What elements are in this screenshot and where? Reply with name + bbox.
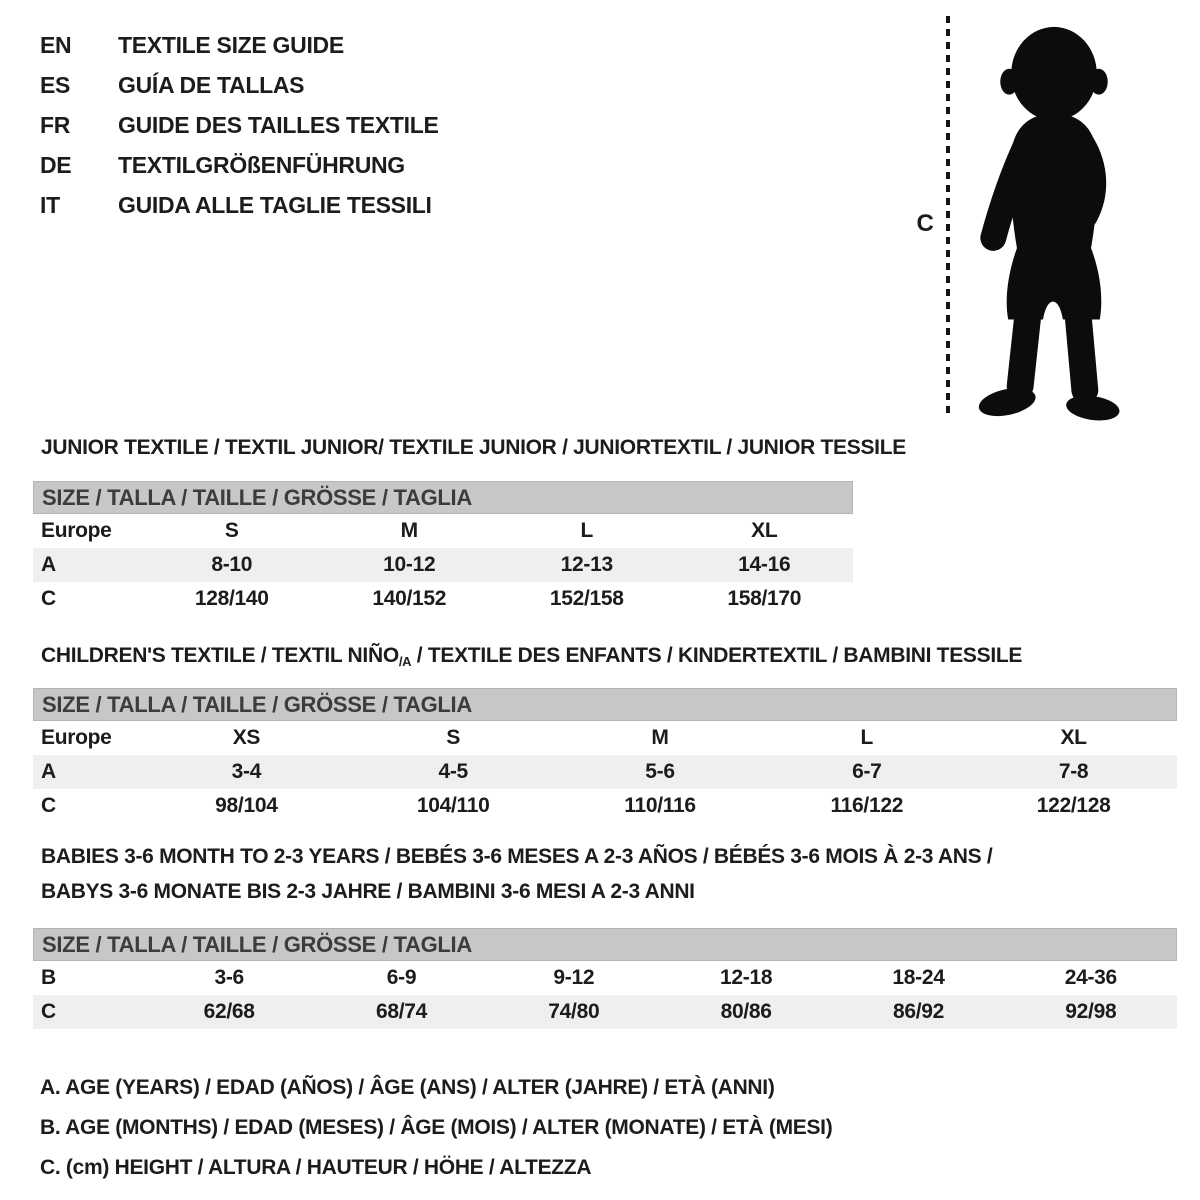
language-title-list: [40, 32, 439, 219]
size-cell: XS: [232, 726, 261, 749]
section-title-babies-line1: BABIES 3-6 MONTH TO 2-3 YEARS / BEBÉS 3-6 MESES A 2-3 AÑOS / BÉBÉS 3-6 MOIS À 2-3 ANS /: [41, 845, 993, 868]
height-measure-line: [946, 16, 950, 416]
size-cell: XL: [751, 519, 778, 542]
value-cell: 128/140: [194, 587, 269, 610]
height-measure-label: C: [916, 210, 934, 237]
row-label: C: [41, 1000, 56, 1023]
value-cell: 152/158: [549, 587, 624, 610]
table-row-height: [33, 582, 853, 616]
value-cell: 86/92: [892, 1000, 945, 1023]
guide-title-es: GUÍA DE TALLAS: [118, 72, 305, 98]
size-header-label: SIZE / TALLA / TAILLE / GRÖSSE / TAGLIA: [42, 484, 472, 510]
language-row-es: [40, 72, 439, 99]
value-cell: 74/80: [548, 1000, 600, 1023]
value-cell: 98/104: [215, 794, 278, 817]
size-cell: L: [580, 519, 594, 542]
legend-note-c: C. (cm) HEIGHT / ALTURA / HAUTEUR / HÖHE / ALTEZZA: [40, 1156, 592, 1179]
language-row-fr: [40, 112, 439, 139]
language-code: DE: [40, 152, 72, 178]
size-header-bar: [33, 928, 1177, 961]
guide-title-de: TEXTILGRÖßENFÜHRUNG: [118, 152, 405, 178]
section-title-children: [41, 644, 1022, 668]
language-row-de: [40, 152, 439, 179]
value-cell: 6-9: [386, 966, 417, 989]
language-code: ES: [40, 72, 71, 98]
row-label: Europe: [41, 726, 112, 749]
section-title-babies-line2: BABYS 3-6 MONATE BIS 2-3 JAHRE / BAMBINI 3-6 MESI A 2-3 ANNI: [41, 880, 695, 903]
value-cell: 5-6: [645, 760, 675, 783]
guide-title-en: TEXTILE SIZE GUIDE: [118, 32, 344, 58]
value-cell: 3-4: [231, 760, 262, 783]
value-cell: 10-12: [383, 553, 436, 576]
value-cell: 92/98: [1065, 1000, 1117, 1023]
language-code: EN: [40, 32, 72, 58]
value-cell: 8-10: [211, 553, 253, 576]
size-cell: S: [446, 726, 461, 749]
title-part: / TEXTILE DES ENFANTS / KINDERTEXTIL / BAMBINI TESSILE: [411, 644, 1023, 667]
value-cell: 62/68: [203, 1000, 255, 1023]
size-header-bar: [33, 688, 1177, 721]
row-label: C: [41, 587, 56, 610]
section-title-junior: JUNIOR TEXTILE / TEXTIL JUNIOR/ TEXTILE JUNIOR / JUNIORTEXTIL / JUNIOR TESSILE: [41, 436, 906, 459]
title-part: CHILDREN'S TEXTILE / TEXTIL NIÑO: [41, 644, 399, 667]
row-label: Europe: [41, 519, 112, 542]
guide-title-fr: GUIDE DES TAILLES TEXTILE: [118, 112, 439, 138]
row-label: A: [41, 553, 56, 576]
value-cell: 18-24: [892, 966, 945, 989]
language-code: IT: [40, 192, 60, 218]
value-cell: 12-18: [720, 966, 773, 989]
value-cell: 116/122: [830, 794, 904, 817]
value-cell: 122/128: [1036, 794, 1111, 817]
guide-title-it: GUIDA ALLE TAGLIE TESSILI: [118, 192, 432, 218]
size-cell: M: [651, 726, 669, 749]
language-code: FR: [40, 112, 71, 138]
value-cell: 24-36: [1064, 966, 1117, 989]
value-cell: 14-16: [738, 553, 791, 576]
value-cell: 110/116: [624, 794, 696, 817]
legend-note-b: B. AGE (MONTHS) / EDAD (MESES) / ÂGE (MOIS) / ALTER (MONATE) / ETÀ (MESI): [40, 1116, 833, 1139]
row-label: B: [41, 966, 56, 989]
value-cell: 3-6: [214, 966, 244, 989]
value-cell: 104/110: [416, 794, 490, 817]
table-row-europe: [33, 514, 853, 548]
size-cell: L: [860, 726, 874, 749]
value-cell: 7-8: [1058, 760, 1089, 783]
title-subscript: /A: [398, 654, 412, 669]
value-cell: 9-12: [553, 966, 595, 989]
toddler-silhouette-icon: [962, 14, 1142, 422]
size-cell: S: [224, 519, 239, 542]
size-header-label: SIZE / TALLA / TAILLE / GRÖSSE / TAGLIA: [42, 931, 472, 957]
table-row-height: [33, 995, 1177, 1029]
size-header-label: SIZE / TALLA / TAILLE / GRÖSSE / TAGLIA: [42, 691, 472, 717]
value-cell: 6-7: [852, 760, 882, 783]
table-row-age: [33, 548, 853, 582]
value-cell: 68/74: [375, 1000, 428, 1023]
size-header-bar: [33, 481, 853, 514]
value-cell: 12-13: [560, 553, 613, 576]
table-row-height: [33, 789, 1177, 823]
legend-note-a: A. AGE (YEARS) / EDAD (AÑOS) / ÂGE (ANS) / ALTER (JAHRE) / ETÀ (ANNI): [40, 1076, 775, 1099]
row-label: A: [41, 760, 56, 783]
value-cell: 4-5: [438, 760, 468, 783]
table-row-months: [33, 961, 1177, 995]
size-cell: XL: [1060, 726, 1087, 749]
size-cell: M: [400, 519, 418, 542]
row-label: C: [41, 794, 56, 817]
value-cell: 140/152: [372, 587, 447, 610]
table-row-europe: [33, 721, 1177, 755]
language-row-en: [40, 32, 439, 59]
table-row-age: [33, 755, 1177, 789]
language-row-it: [40, 192, 439, 219]
value-cell: 80/86: [720, 1000, 772, 1023]
value-cell: 158/170: [727, 587, 802, 610]
